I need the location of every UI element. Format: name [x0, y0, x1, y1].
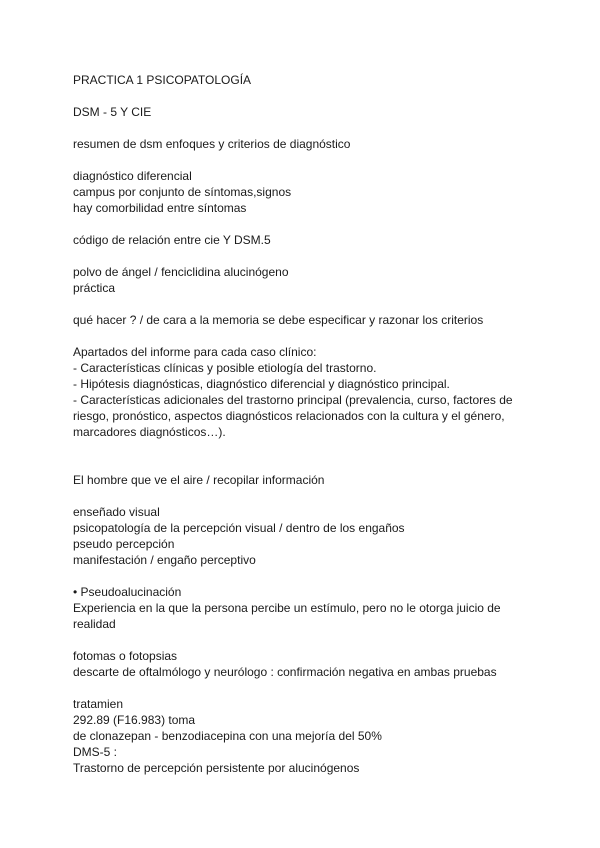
text-line: resumen de dsm enfoques y criterios de diagnóstico [73, 137, 351, 151]
text-line: Experiencia en la que la persona percibe un estímulo, pero no le otorga juicio de [73, 601, 501, 615]
text-line: de clonazepan - benzodiacepina con una mejoría del 50% [73, 729, 382, 743]
text-line: hay comorbilidad entre síntomas [73, 201, 247, 215]
text-line: - Características clínicas y posible etiología del trastorno. [73, 361, 377, 375]
document-title: PRACTICA 1 PSICOPATOLOGÍA [73, 73, 252, 87]
text-line: campus por conjunto de síntomas,signos [73, 185, 292, 199]
text-line: 292.89 (F16.983) toma [73, 713, 196, 727]
text-line: psicopatología de la percepción visual / dentro de los engaños [73, 521, 405, 535]
text-line: realidad [73, 617, 116, 631]
text-line: - Características adicionales del trastorno principal (prevalencia, curso, factores de [73, 393, 513, 407]
text-line: El hombre que ve el aire / recopilar información [73, 473, 325, 487]
text-line: tratamien [73, 697, 124, 711]
text-line: manifestación / engaño perceptivo [73, 553, 256, 567]
text-line: diagnóstico diferencial [73, 169, 192, 183]
text-line: - Hipótesis diagnósticas, diagnóstico diferencial y diagnóstico principal. [73, 377, 450, 391]
document-subtitle: DSM - 5 Y CIE [73, 105, 152, 119]
text-line: enseñado visual [73, 505, 160, 519]
text-line: pseudo percepción [73, 537, 175, 551]
text-line: descarte de oftalmólogo y neurólogo : confirmación negativa en ambas pruebas [73, 665, 497, 679]
text-line: práctica [73, 281, 116, 295]
text-line: Trastorno de percepción persistente por alucinógenos [73, 761, 360, 775]
text-line: DMS-5 : [73, 745, 118, 759]
text-line: marcadores diagnósticos…). [73, 425, 226, 439]
text-line: polvo de ángel / fenciclidina alucinógeno [73, 265, 289, 279]
text-line: Apartados del informe para cada caso clínico: [73, 345, 317, 359]
text-line: fotomas o fotopsias [73, 649, 178, 663]
bullet-line: • Pseudoalucinación [73, 585, 182, 599]
text-line: qué hacer ? / de cara a la memoria se debe especificar y razonar los criterios [73, 313, 484, 327]
text-line: riesgo, pronóstico, aspectos diagnósticos relacionados con la cultura y el género, [73, 409, 505, 423]
text-line: código de relación entre cie Y DSM.5 [73, 233, 271, 247]
